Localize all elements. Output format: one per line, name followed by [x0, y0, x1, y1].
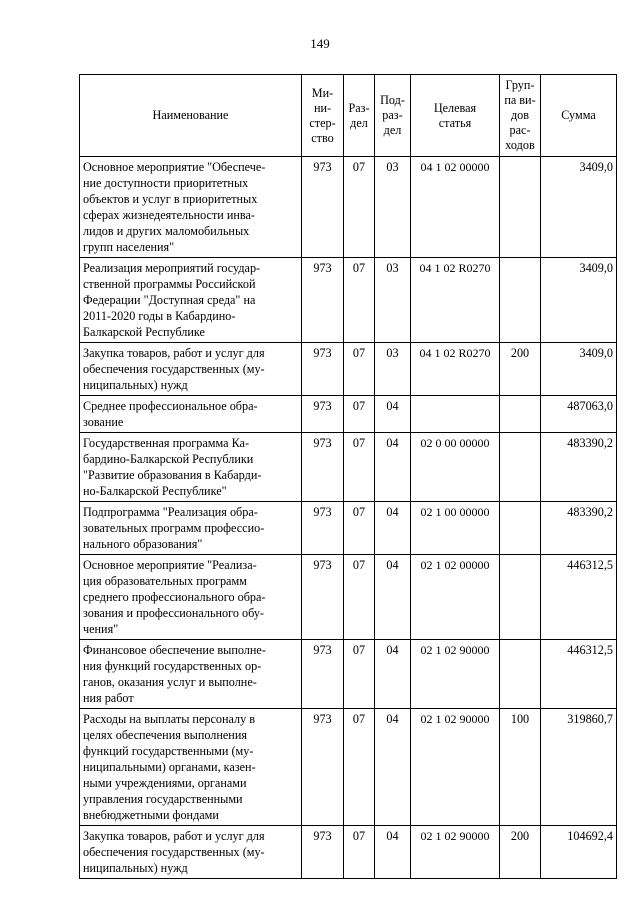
cell-target [411, 396, 500, 433]
cell-sum: 483390,2 [541, 502, 617, 555]
cell-subsection: 03 [375, 258, 411, 343]
cell-subsection: 04 [375, 396, 411, 433]
cell-subsection: 03 [375, 157, 411, 258]
cell-sum: 3409,0 [541, 258, 617, 343]
cell-group [500, 157, 541, 258]
cell-name: Основное мероприятие "Реализа- ция образовательных программ среднего профессионального обра- зования и профессионального обу- чения" [80, 555, 302, 640]
cell-target: 02 0 00 00000 [411, 433, 500, 502]
cell-target: 02 1 02 00000 [411, 555, 500, 640]
cell-sum: 446312,5 [541, 640, 617, 709]
cell-target: 04 1 02 00000 [411, 157, 500, 258]
cell-group [500, 433, 541, 502]
cell-subsection: 04 [375, 433, 411, 502]
cell-target: 02 1 02 90000 [411, 709, 500, 826]
cell-sum: 3409,0 [541, 343, 617, 396]
cell-target: 02 1 02 90000 [411, 640, 500, 709]
page-number: 149 [310, 36, 330, 51]
cell-ministry: 973 [302, 396, 344, 433]
cell-ministry: 973 [302, 709, 344, 826]
cell-subsection: 04 [375, 709, 411, 826]
table-row [80, 826, 617, 879]
cell-subsection: 04 [375, 826, 411, 879]
cell-sum: 483390,2 [541, 433, 617, 502]
table-row [80, 709, 617, 826]
cell-sum: 446312,5 [541, 555, 617, 640]
table-row [80, 343, 617, 396]
cell-ministry: 973 [302, 343, 344, 396]
cell-section: 07 [344, 826, 375, 879]
cell-subsection: 04 [375, 502, 411, 555]
cell-sum: 3409,0 [541, 157, 617, 258]
cell-subsection: 03 [375, 343, 411, 396]
cell-section: 07 [344, 640, 375, 709]
table-row [80, 433, 617, 502]
cell-sum: 487063,0 [541, 396, 617, 433]
header-section: Раз- дел [344, 75, 375, 157]
cell-name: Реализация мероприятий государ- ственной программы Российской Федерации "Доступная среда" на 2011-2020 годы в Кабардино- Балкарской Республике [80, 258, 302, 343]
cell-group [500, 502, 541, 555]
table-row [80, 640, 617, 709]
cell-group: 200 [500, 826, 541, 879]
header-group: Груп- па ви- дов рас- ходов [500, 75, 541, 157]
table-row [80, 157, 617, 258]
cell-ministry: 973 [302, 433, 344, 502]
table-row [80, 555, 617, 640]
cell-group: 200 [500, 343, 541, 396]
header-target: Целевая статья [411, 75, 500, 157]
table-row [80, 502, 617, 555]
cell-group: 100 [500, 709, 541, 826]
cell-name: Расходы на выплаты персоналу в целях обеспечения выполнения функций государственными (му- ниципальными) органами, казен- ными учреждениями, органами управления государственными внебюджетными фондами [80, 709, 302, 826]
cell-name: Финансовое обеспечение выполне- ния функций государственных ор- ганов, оказания услуг и выполне- ния работ [80, 640, 302, 709]
cell-target: 04 1 02 R0270 [411, 258, 500, 343]
cell-target: 04 1 02 R0270 [411, 343, 500, 396]
cell-ministry: 973 [302, 258, 344, 343]
cell-section: 07 [344, 258, 375, 343]
cell-ministry: 973 [302, 826, 344, 879]
cell-sum: 319860,7 [541, 709, 617, 826]
header-ministry: Ми- ни- стер- ство [302, 75, 344, 157]
cell-ministry: 973 [302, 502, 344, 555]
cell-group [500, 640, 541, 709]
header-sum: Сумма [541, 75, 617, 157]
table-row [80, 396, 617, 433]
cell-ministry: 973 [302, 157, 344, 258]
cell-section: 07 [344, 555, 375, 640]
cell-name: Среднее профессиональное обра- зование [80, 396, 302, 433]
cell-target: 02 1 00 00000 [411, 502, 500, 555]
cell-target: 02 1 02 90000 [411, 826, 500, 879]
cell-section: 07 [344, 709, 375, 826]
cell-sum: 104692,4 [541, 826, 617, 879]
table-body [80, 157, 617, 879]
cell-section: 07 [344, 433, 375, 502]
cell-ministry: 973 [302, 640, 344, 709]
cell-group [500, 396, 541, 433]
cell-name: Основное мероприятие "Обеспече- ние доступности приоритетных объектов и услуг в приоритетных сферах жизнедеятельности инва- лидов и других маломобильных групп населения" [80, 157, 302, 258]
cell-section: 07 [344, 502, 375, 555]
cell-group [500, 555, 541, 640]
budget-table [79, 74, 617, 879]
cell-name: Подпрограмма "Реализация обра- зовательных программ профессио- нального образования" [80, 502, 302, 555]
header-name: Наименование [80, 75, 302, 157]
cell-name: Закупка товаров, работ и услуг для обеспечения государственных (му- ниципальных) нужд [80, 826, 302, 879]
cell-section: 07 [344, 343, 375, 396]
table-row [80, 258, 617, 343]
cell-section: 07 [344, 396, 375, 433]
cell-name: Закупка товаров, работ и услуг для обеспечения государственных (му- ниципальных) нужд [80, 343, 302, 396]
cell-group [500, 258, 541, 343]
table-header-row [80, 75, 617, 157]
cell-subsection: 04 [375, 555, 411, 640]
cell-subsection: 04 [375, 640, 411, 709]
header-subsection: Под- раз- дел [375, 75, 411, 157]
cell-section: 07 [344, 157, 375, 258]
cell-ministry: 973 [302, 555, 344, 640]
cell-name: Государственная программа Ка- бардино-Балкарской Республики "Развитие образования в Кабарди- но-Балкарской Республике" [80, 433, 302, 502]
